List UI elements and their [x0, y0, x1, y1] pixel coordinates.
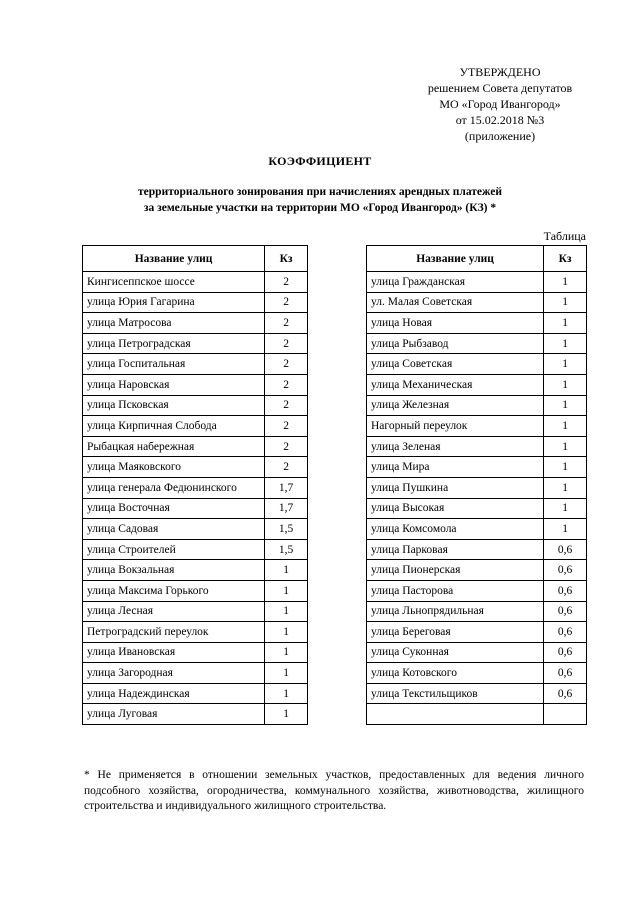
header-k: Кз [265, 246, 308, 272]
table-row [367, 560, 587, 581]
table-row [83, 374, 308, 395]
coefficient-value: 2 [265, 374, 308, 395]
street-name: улица Пушкина [367, 477, 544, 498]
street-name: улица Комсомола [367, 519, 544, 540]
table-row [83, 580, 308, 601]
table-row [83, 477, 308, 498]
coefficient-value: 1 [265, 642, 308, 663]
table-row [83, 663, 308, 684]
table-row [367, 292, 587, 313]
table-row [83, 601, 308, 622]
coefficient-value: 1 [544, 498, 587, 519]
street-name: улица Лесная [83, 601, 265, 622]
coefficient-value: 1 [544, 292, 587, 313]
table-row [83, 272, 308, 293]
coefficient-value: 1,7 [265, 477, 308, 498]
table-row [83, 683, 308, 704]
table-row [83, 498, 308, 519]
coefficient-value: 1 [544, 313, 587, 334]
coefficients-table-left [82, 245, 308, 725]
table-row [367, 436, 587, 457]
coefficient-value: 1 [544, 374, 587, 395]
coefficient-value: 2 [265, 292, 308, 313]
street-name: улица Механическая [367, 374, 544, 395]
table-row [367, 539, 587, 560]
approval-line: (приложение) [464, 129, 536, 143]
coefficient-value: 2 [265, 333, 308, 354]
footnote: * Не применяется в отношении земельных участков, предоставленных для ведения личного подсобного хозяйства, огородничества, коммунального хозяйства, животноводства, жилищного строительства и индивидуального жилищного строительства. [84, 769, 584, 812]
coefficient-value: 1 [544, 354, 587, 375]
table-row [83, 539, 308, 560]
coefficient-value: 1,5 [265, 539, 308, 560]
table-row [367, 313, 587, 334]
coefficient-value: 0,6 [544, 601, 587, 622]
table-row [367, 580, 587, 601]
table-header-row [83, 246, 308, 272]
coefficient-value: 1 [265, 663, 308, 684]
street-name: Нагорный переулок [367, 416, 544, 437]
coefficient-value: 2 [265, 354, 308, 375]
street-name: улица Котовского [367, 663, 544, 684]
table-row [367, 622, 587, 643]
street-name: улица Рыбзавод [367, 333, 544, 354]
coefficient-value [544, 704, 587, 725]
coefficient-value: 1 [544, 416, 587, 437]
coefficient-value: 1,7 [265, 498, 308, 519]
coefficient-value: 0,6 [544, 539, 587, 560]
coefficient-value: 0,6 [544, 642, 587, 663]
coefficient-value: 1 [544, 333, 587, 354]
street-name: Кингисеппское шоссе [83, 272, 265, 293]
coefficient-value: 0,6 [544, 663, 587, 684]
table-row [83, 642, 308, 663]
table-row [367, 333, 587, 354]
street-name: улица Пионерская [367, 560, 544, 581]
street-name: ул. Малая Советская [367, 292, 544, 313]
table-row [83, 395, 308, 416]
street-name: улица Пасторова [367, 580, 544, 601]
street-name: улица Кирпичная Слобода [83, 416, 265, 437]
street-name: улица Льнопрядильная [367, 601, 544, 622]
table-header-row [367, 246, 587, 272]
table-row [83, 292, 308, 313]
table-row [83, 416, 308, 437]
street-name: Рыбацкая набережная [83, 436, 265, 457]
street-name: улица Суконная [367, 642, 544, 663]
street-name: улица Петроградская [83, 333, 265, 354]
approval-line: от 15.02.2018 №3 [455, 113, 545, 127]
table-row [367, 374, 587, 395]
approval-line: МО «Город Ивангород» [439, 97, 561, 111]
coefficient-value: 1 [544, 457, 587, 478]
table-row [367, 704, 587, 725]
street-name: улица Юрия Гагарина [83, 292, 265, 313]
street-name: улица Строителей [83, 539, 265, 560]
street-name: улица Псковская [83, 395, 265, 416]
table-row [367, 683, 587, 704]
street-name: улица Садовая [83, 519, 265, 540]
coefficient-value: 0,6 [544, 560, 587, 581]
street-name: улица Высокая [367, 498, 544, 519]
street-name: улица Вокзальная [83, 560, 265, 581]
street-name: улица Зеленая [367, 436, 544, 457]
table-row [367, 395, 587, 416]
coefficients-table-right [366, 245, 587, 725]
header-name: Название улиц [367, 246, 544, 272]
subtitle-line: территориального зонирования при начислениях арендных платежей [138, 186, 502, 198]
coefficient-value: 2 [265, 272, 308, 293]
coefficient-value: 1 [544, 519, 587, 540]
table-row [83, 313, 308, 334]
street-name: улица Загородная [83, 663, 265, 684]
coefficient-value: 2 [265, 313, 308, 334]
table-row [367, 477, 587, 498]
street-name: улица Береговая [367, 622, 544, 643]
coefficient-value: 1 [544, 272, 587, 293]
coefficient-value: 1 [265, 601, 308, 622]
coefficient-value: 1 [265, 560, 308, 581]
street-name [367, 704, 544, 725]
coefficient-value: 2 [265, 416, 308, 437]
table-row [83, 704, 308, 725]
approval-stamp [400, 64, 600, 144]
street-name: улица Максима Горького [83, 580, 265, 601]
table-row [367, 498, 587, 519]
table-caption: Таблица [543, 229, 586, 243]
table-row [367, 272, 587, 293]
document-title: КОЭФФИЦИЕНТ [268, 154, 372, 168]
coefficient-value: 0,6 [544, 683, 587, 704]
coefficient-value: 1 [544, 477, 587, 498]
table-row [367, 663, 587, 684]
street-name: улица Железная [367, 395, 544, 416]
street-name: улица Маяковского [83, 457, 265, 478]
street-name: улица Наровская [83, 374, 265, 395]
table-row [83, 560, 308, 581]
street-name: улица Госпитальная [83, 354, 265, 375]
table-row [367, 642, 587, 663]
street-name: улица Гражданская [367, 272, 544, 293]
street-name: улица Текстильщиков [367, 683, 544, 704]
approval-line: решением Совета депутатов [427, 81, 573, 95]
street-name: улица Восточная [83, 498, 265, 519]
header-name: Название улиц [83, 246, 265, 272]
street-name: улица Новая [367, 313, 544, 334]
subtitle-line: за земельные участки на территории МО «Город Ивангород» (КЗ) * [143, 202, 497, 214]
street-name: Петроградский переулок [83, 622, 265, 643]
table-row [367, 354, 587, 375]
street-name: улица Мира [367, 457, 544, 478]
street-name: улица Матросова [83, 313, 265, 334]
coefficient-value: 1 [544, 436, 587, 457]
street-name: улица генерала Федюнинского [83, 477, 265, 498]
table-row [367, 457, 587, 478]
coefficient-value: 1 [265, 683, 308, 704]
street-name: улица Надеждинская [83, 683, 265, 704]
coefficient-value: 0,6 [544, 580, 587, 601]
coefficient-value: 2 [265, 457, 308, 478]
street-name: улица Парковая [367, 539, 544, 560]
coefficient-value: 0,6 [544, 622, 587, 643]
table-row [83, 622, 308, 643]
table-row [367, 519, 587, 540]
coefficient-value: 2 [265, 395, 308, 416]
header-k: Кз [544, 246, 587, 272]
coefficient-value: 1,5 [265, 519, 308, 540]
table-row [83, 354, 308, 375]
coefficient-value: 1 [544, 395, 587, 416]
approval-line: УТВЕРЖДЕНО [459, 65, 541, 79]
coefficient-value: 1 [265, 622, 308, 643]
table-row [367, 416, 587, 437]
coefficient-value: 1 [265, 704, 308, 725]
table-row [83, 457, 308, 478]
table-row [83, 436, 308, 457]
table-row [83, 333, 308, 354]
document-subtitle [0, 184, 640, 216]
coefficient-value: 1 [265, 580, 308, 601]
coefficient-value: 2 [265, 436, 308, 457]
street-name: улица Советская [367, 354, 544, 375]
table-row [83, 519, 308, 540]
street-name: улица Луговая [83, 704, 265, 725]
street-name: улица Ивановская [83, 642, 265, 663]
table-row [367, 601, 587, 622]
